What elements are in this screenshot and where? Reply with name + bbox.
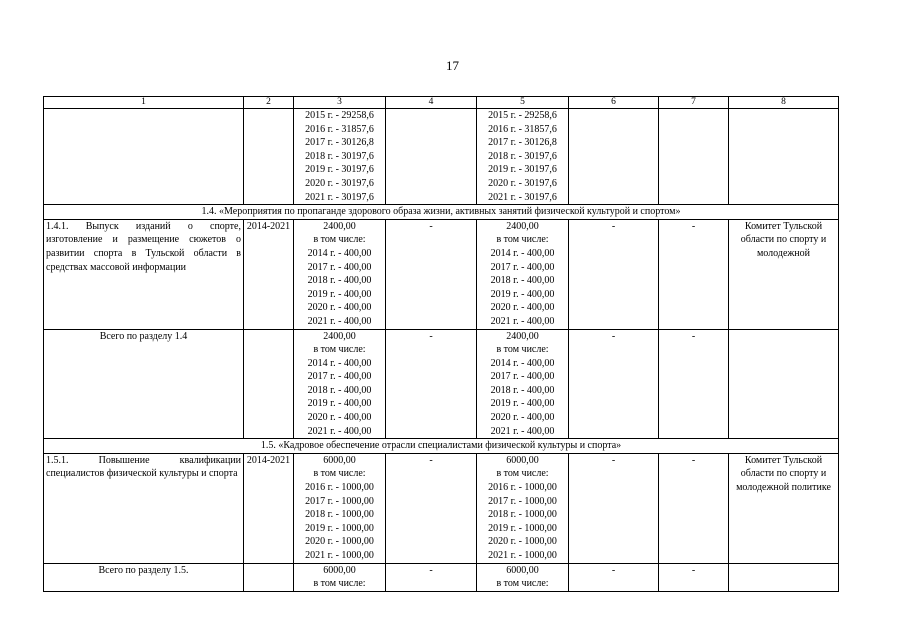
header-cell: 7 bbox=[659, 97, 729, 109]
funding-total-col3: 6000,00 в том числе: 2016 г. - 1000,00 2017 г. - 1000,00 2018 г. - 1000,00 2019 г. - 1000,00 2020 г. - 1000,00 2021 г. - 1000,00 bbox=[294, 453, 386, 563]
dash-cell: - bbox=[659, 329, 729, 439]
table-row bbox=[44, 219, 839, 329]
funding-total-col5: 6000,00 в том числе: 2016 г. - 1000,00 2017 г. - 1000,00 2018 г. - 1000,00 2019 г. - 1000,00 2020 г. - 1000,00 2021 г. - 1000,00 bbox=[477, 453, 569, 563]
responsible-executor: Комитет Тульской области по спорту и молодежной политике bbox=[729, 453, 839, 563]
section-row-1-4 bbox=[44, 205, 839, 220]
responsible-executor: Комитет Тульской области по спорту и молодежной bbox=[729, 219, 839, 329]
dash-cell: - bbox=[386, 219, 477, 329]
total-label: Всего по разделу 1.4 bbox=[44, 329, 244, 439]
total-label: Всего по разделу 1.5. bbox=[44, 563, 244, 591]
total-row-1-5 bbox=[44, 563, 839, 591]
measure-name: 1.4.1. Выпуск изданий о спорте, изготовление и размещение сюжетов о развитии спорта в Тульской области в средствах массовой информации bbox=[44, 219, 244, 329]
dash-cell: - bbox=[569, 219, 659, 329]
header-cell: 6 bbox=[569, 97, 659, 109]
dash-cell: - bbox=[386, 563, 477, 591]
section-title: 1.4. «Мероприятия по пропаганде здорового образа жизни, активных занятий физической культурой и спортом» bbox=[44, 205, 839, 220]
dash-cell: - bbox=[569, 453, 659, 563]
funding-total-col3: 2400,00 в том числе: 2014 г. - 400,00 2017 г. - 400,00 2018 г. - 400,00 2019 г. - 400,00 2020 г. - 400,00 2021 г. - 400,00 bbox=[294, 219, 386, 329]
continuation-row bbox=[44, 109, 839, 205]
period-cell: 2014-2021 bbox=[244, 219, 294, 329]
header-cell: 4 bbox=[386, 97, 477, 109]
funding-total-col3: 6000,00 в том числе: bbox=[294, 563, 386, 591]
funding-total-col5: 2400,00 в том числе: 2014 г. - 400,00 2017 г. - 400,00 2018 г. - 400,00 2019 г. - 400,00 2020 г. - 400,00 2021 г. - 400,00 bbox=[477, 219, 569, 329]
funding-total-col5: 6000,00 в том числе: bbox=[477, 563, 569, 591]
funding-total-col3: 2400,00 в том числе: 2014 г. - 400,00 2017 г. - 400,00 2018 г. - 400,00 2019 г. - 400,00 2020 г. - 400,00 2021 г. - 400,00 bbox=[294, 329, 386, 439]
measure-name: 1.5.1. Повышение квалификации специалистов физической культуры и спорта bbox=[44, 453, 244, 563]
header-row bbox=[44, 97, 839, 109]
header-cell: 1 bbox=[44, 97, 244, 109]
period-cell: 2014-2021 bbox=[244, 453, 294, 563]
header-cell: 8 bbox=[729, 97, 839, 109]
table-row bbox=[44, 453, 839, 563]
header-cell: 3 bbox=[294, 97, 386, 109]
dash-cell: - bbox=[386, 453, 477, 563]
section-title: 1.5. «Кадровое обеспечение отрасли специалистами физической культуры и спорта» bbox=[44, 439, 839, 454]
dash-cell: - bbox=[569, 329, 659, 439]
total-row-1-4 bbox=[44, 329, 839, 439]
header-cell: 2 bbox=[244, 97, 294, 109]
funding-years-col3: 2015 г. - 29258,6 2016 г. - 31857,6 2017 г. - 30126,8 2018 г. - 30197,6 2019 г. - 30197,6 2020 г. - 30197,6 2021 г. - 30197,6 bbox=[294, 109, 386, 205]
dash-cell: - bbox=[569, 563, 659, 591]
dash-cell: - bbox=[659, 219, 729, 329]
funding-years-col5: 2015 г. - 29258,6 2016 г. - 31857,6 2017 г. - 30126,8 2018 г. - 30197,6 2019 г. - 30197,6 2020 г. - 30197,6 2021 г. - 30197,6 bbox=[477, 109, 569, 205]
page-number: 17 bbox=[446, 58, 459, 73]
dash-cell: - bbox=[659, 563, 729, 591]
dash-cell: - bbox=[659, 453, 729, 563]
dash-cell: - bbox=[386, 329, 477, 439]
funding-total-col5: 2400,00 в том числе: 2014 г. - 400,00 2017 г. - 400,00 2018 г. - 400,00 2019 г. - 400,00 2020 г. - 400,00 2021 г. - 400,00 bbox=[477, 329, 569, 439]
header-cell: 5 bbox=[477, 97, 569, 109]
section-row-1-5 bbox=[44, 439, 839, 454]
program-table bbox=[43, 96, 839, 592]
